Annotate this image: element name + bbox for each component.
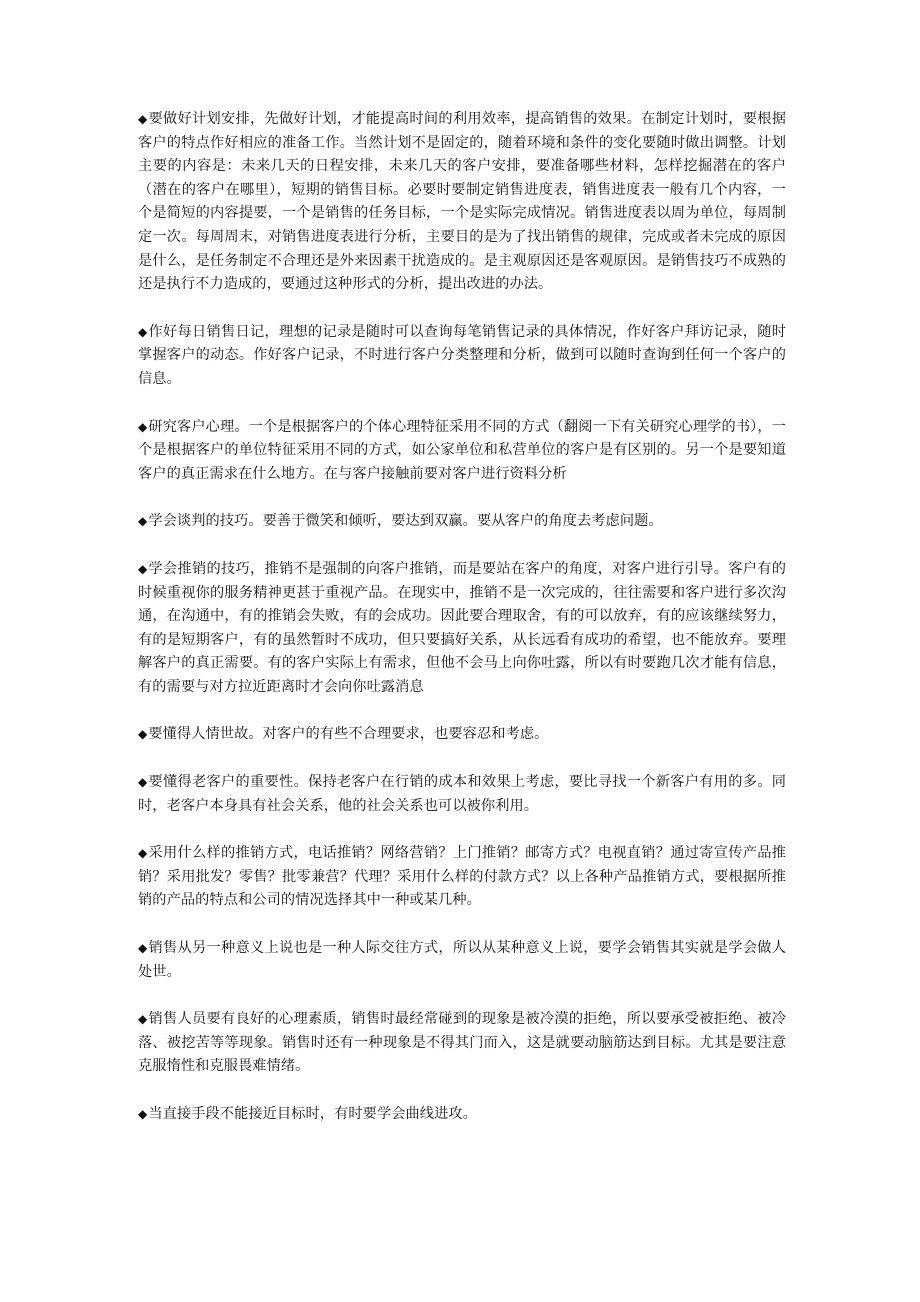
- paragraph-negotiation: [138, 510, 786, 534]
- paragraph-selling-skills: [138, 558, 786, 700]
- paragraph-text: 学会推销的技巧，推销不是强制的向客户推销，而是要站在客户的角度，对客户进行引导。客户有的时候重视你的服务精神更甚于重视产品。在现实中，推销不是一次完成的，往往需要和客户进行多次沟通，在沟通中，有的推销会失败，有的会成功。因此要合理取舍，有的可以放弃，有的应该继续努力，有的是短期客户，有的虽然暂时不成功，但只要搞好关系，从长远看有成功的希望，也不能放弃。要理解客户的真正需要。有的客户实际上有需求，但他不会马上向你吐露，所以有时要跑几次才能有信息，有的需要与对方拉近距离时才会向你吐露消息: [138, 560, 786, 695]
- diamond-bullet-icon: ◆: [138, 419, 148, 434]
- diamond-bullet-icon: ◆: [138, 514, 148, 529]
- paragraph-sales-diary: [138, 321, 786, 392]
- paragraph-text: 销售人员要有良好的心理素质，销售时最经常碰到的现象是被冷漠的拒绝，所以要承受被拒绝、被冷落、被挖苦等等现象。销售时还有一种现象是不得其门而入，这是就要动脑筋达到目标。尤其是要注意克服惰性和克服畏难情绪。: [138, 1011, 786, 1075]
- paragraph-text: 要懂得人情世故。对客户的有些不合理要求，也要容忍和考虑。: [148, 726, 549, 743]
- paragraph-old-customers: [138, 771, 786, 818]
- paragraph-text: 学会谈判的技巧。要善于微笑和倾听，要达到双赢。要从客户的角度去考虑问题。: [148, 513, 663, 530]
- paragraph-text: 作好每日销售日记，理想的记录是随时可以查询每笔销售记录的具体情况，作好客户拜访记录，随时掌握客户的动态。作好客户记录，不时进行客户分类整理和分析，做到可以随时查询到任何一个客户的信息。: [138, 323, 786, 387]
- paragraph-mental-quality: [138, 1008, 786, 1079]
- paragraph-text: 采用什么样的推销方式，电话推销？网络营销？上门推销？邮寄方式？电视直销？通过寄宣传产品推销？采用批发？零售？批零兼营？代理？采用什么样的付款方式？以上各种产品推销方式，要根据所推销的产品的特点和公司的情况选择其中一种或某几种。: [138, 845, 786, 909]
- diamond-bullet-icon: ◆: [138, 112, 148, 126]
- diamond-bullet-icon: ◆: [138, 846, 148, 861]
- paragraph-text: 当直接手段不能接近目标时，有时要学会曲线进攻。: [148, 1106, 477, 1122]
- paragraph-text: 销售从另一种意义上说也是一种人际交往方式，所以从某种意义上说，要学会销售其实就是学会做人处世。: [138, 940, 786, 980]
- paragraph-text: 研究客户心理。一个是根据客户的个体心理特征采用不同的方式（翻阅一下有关研究心理学的书），一个是根据客户的单位特征采用不同的方式，如公家单位和私营单位的客户是有区别的。另一个是要知道客户的真正需求在什么地方。在与客户接触前要对客户进行资料分析: [138, 418, 786, 482]
- paragraph-social-sense: [138, 723, 786, 747]
- diamond-bullet-icon: ◆: [138, 727, 148, 742]
- diamond-bullet-icon: ◆: [138, 1107, 148, 1121]
- paragraph-planning: [138, 108, 786, 297]
- paragraph-text: 要做好计划安排，先做好计划，才能提高时间的利用效率，提高销售的效果。在制定计划时，要根据客户的特点作好相应的准备工作。当然计划不是固定的，随着环境和条件的变化要随时做出调整。计划主要的内容是：未来几天的日程安排，未来几天的客户安排，要准备哪些材料，怎样挖掘潜在的客户（潜在的客户在哪里），短期的销售目标。必要时要制定销售进度表，销售进度表一般有几个内容，一个是简短的内容提要，一个是销售的任务目标，一个是实际完成情况。销售进度表以周为单位，每周制定一次。每周周末，对销售进度表进行分析，主要目的是为了找出销售的规律，完成或者未完成的原因是什么，是任务制定不合理还是外来因素干扰造成的。是主观原因还是客观原因。是销售技巧不成熟的还是执行不力造成的，要通过这种形式的分析，提出改进的办法。: [138, 111, 786, 293]
- diamond-bullet-icon: ◆: [138, 1012, 148, 1027]
- diamond-bullet-icon: ◆: [138, 775, 148, 790]
- diamond-bullet-icon: ◆: [138, 561, 148, 576]
- paragraph-text: 要懂得老客户的重要性。保持老客户在行销的成本和效果上考虑，要比寻找一个新客户有用的多。同时，老客户本身具有社会关系，他的社会关系也可以被你利用。: [138, 774, 786, 814]
- document-body: [138, 108, 786, 1151]
- diamond-bullet-icon: ◆: [138, 941, 148, 956]
- paragraph-social-interaction: [138, 937, 786, 984]
- paragraph-customer-psychology: [138, 416, 786, 487]
- diamond-bullet-icon: ◆: [138, 324, 148, 339]
- paragraph-sales-methods: [138, 842, 786, 913]
- paragraph-indirect-approach: [138, 1103, 786, 1127]
